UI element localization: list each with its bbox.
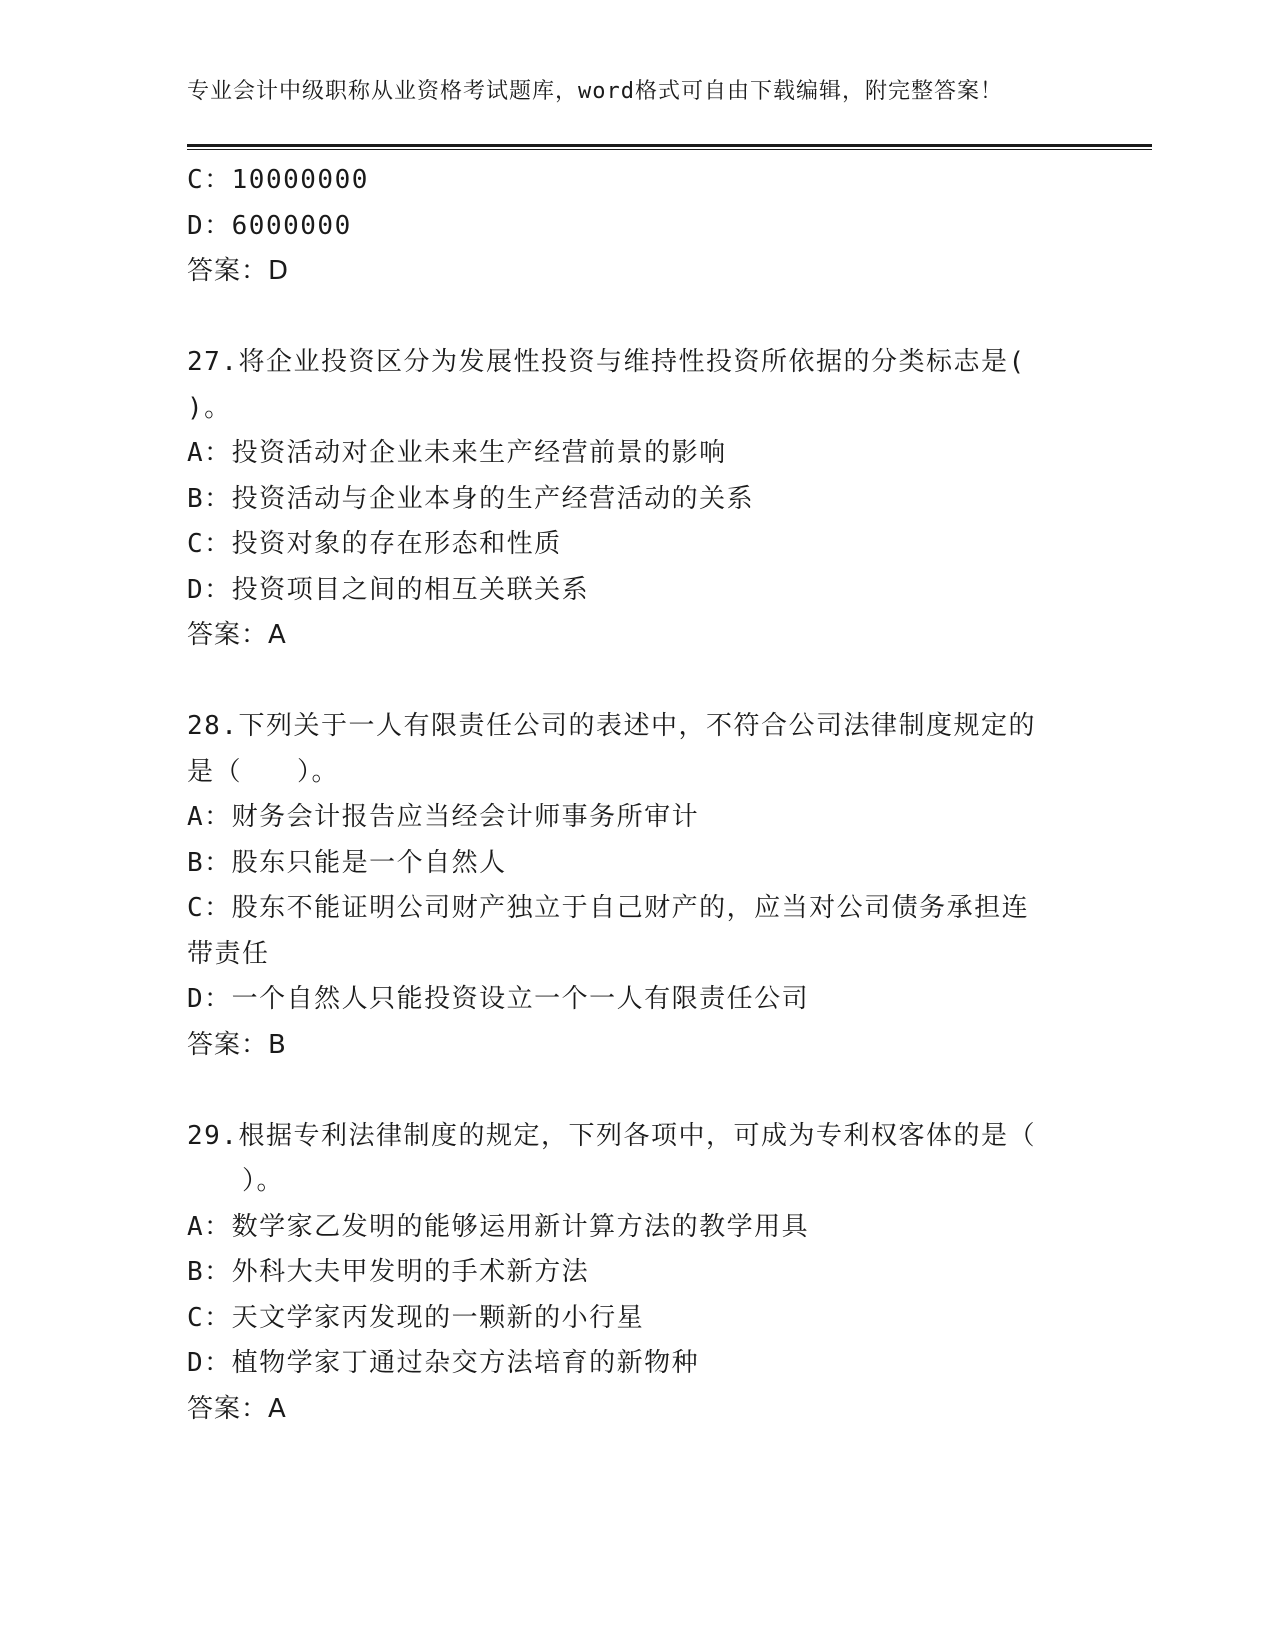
option-d: D：投资项目之间的相互关联关系 bbox=[187, 574, 590, 605]
answer-line: 答案：B bbox=[187, 1029, 287, 1060]
header-rule-thin bbox=[187, 149, 1152, 150]
question-stem-line: 28.下列关于一人有限责任公司的表述中，不符合公司法律制度规定的 bbox=[187, 711, 1036, 741]
option-b: B：股东只能是一个自然人 bbox=[187, 847, 507, 878]
page-header: 专业会计中级职称从业资格考试题库，word格式可自由下载编辑，附完整答案！ bbox=[187, 79, 1003, 104]
question-content bbox=[187, 158, 1087, 1432]
option-d: D：植物学家丁通过杂交方法培育的新物种 bbox=[187, 1348, 700, 1378]
option-c: C：天文学家丙发现的一颗新的小行星 bbox=[187, 1302, 645, 1333]
question-stem-line: 27.将企业投资区分为发展性投资与维持性投资所依据的分类标志是( bbox=[187, 347, 1026, 377]
header-rule-thick bbox=[187, 144, 1152, 147]
answer-line: 答案：A bbox=[187, 620, 287, 650]
option-d: D：6000000 bbox=[187, 210, 352, 241]
question-29 bbox=[187, 1114, 1087, 1433]
option-c: C：股东不能证明公司财产独立于自己财产的，应当对公司债务承担连 bbox=[187, 893, 1030, 923]
question-stem-line: )。 bbox=[187, 392, 232, 423]
option-a: A：财务会计报告应当经会计师事务所审计 bbox=[187, 802, 700, 832]
question-stem-line: 是（ ）。 bbox=[187, 756, 340, 787]
option-a: A：数学家乙发明的能够运用新计算方法的教学用具 bbox=[187, 1211, 810, 1242]
answer-line: 答案：D bbox=[187, 256, 290, 286]
question-27 bbox=[187, 340, 1087, 659]
question-stem-line: 29.根据专利法律制度的规定，下列各项中，可成为专利权客体的是（ bbox=[187, 1120, 1036, 1151]
answer-line: 答案：A bbox=[187, 1393, 287, 1424]
option-b: B：投资活动与企业本身的生产经营活动的关系 bbox=[187, 483, 755, 514]
option-c: C：10000000 bbox=[187, 165, 369, 195]
option-c-continued: 带责任 bbox=[187, 938, 270, 969]
spacer bbox=[187, 1068, 1087, 1114]
spacer bbox=[187, 295, 1087, 341]
question-stem-line: ）。 bbox=[187, 1166, 285, 1196]
option-b: B：外科大夫甲发明的手术新方法 bbox=[187, 1257, 590, 1287]
option-a: A：投资活动对企业未来生产经营前景的影响 bbox=[187, 438, 727, 468]
spacer bbox=[187, 659, 1087, 705]
option-d: D：一个自然人只能投资设立一个一人有限责任公司 bbox=[187, 984, 810, 1014]
option-c: C：投资对象的存在形态和性质 bbox=[187, 529, 562, 559]
question-28 bbox=[187, 704, 1087, 1068]
